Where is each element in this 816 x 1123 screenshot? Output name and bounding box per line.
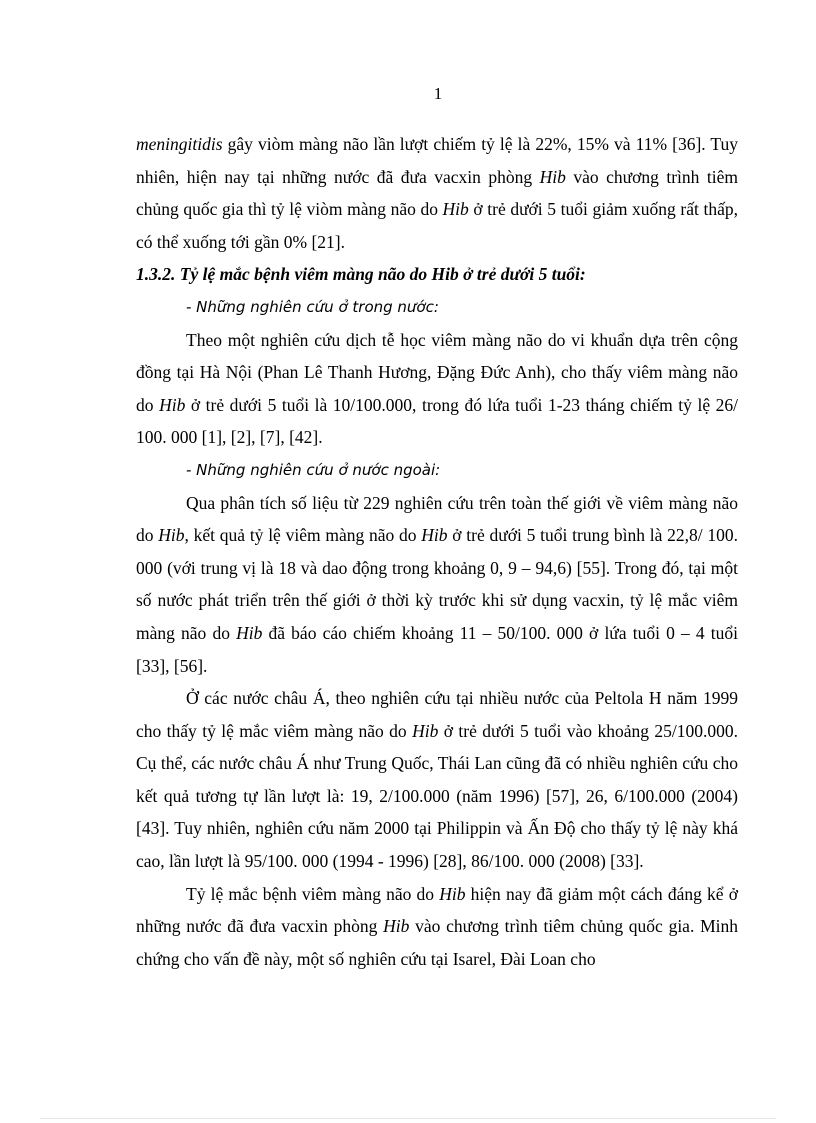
section-heading: 1.3.2. Tỷ lệ mắc bệnh viêm màng não do Hib ở trẻ dưới 5 tuổi: xyxy=(136,264,586,285)
italic-term: Hib xyxy=(439,883,466,904)
paragraph-global xyxy=(136,487,738,683)
text-run: Theo một nghiên cứu dịch tễ học viêm màng não do vi khuẩn dựa trên cộng đồng tại Hà Nội (Phan Lê Thanh Hương, Đặng Đức Anh), cho thấy viêm màng não do xyxy=(136,329,738,415)
italic-term: Hib xyxy=(539,166,566,187)
text-run: ở trẻ dưới 5 tuổi vào khoảng 25/100.000. Cụ thể, các nước châu Á như Trung Quốc, Thái Lan cũng đã có nhiều nghiên cứu cho kết quả tương tự lần lượt là: 19, 2/100.000 (năm 1996) [57], 26, 6/100.000 (2004) [43]. Tuy nhiên, nghiên cứu năm 2000 tại Philippin và Ấn Độ cho thấy tỷ lệ này khá cao, lần lượt là 95/100. 000 (1994 - 1996) [28], 86/100. 000 (2008) [33]. xyxy=(136,720,738,872)
text-run: đã báo cáo chiếm khoảng 11 – 50/100. 000 ở lứa tuổi 0 – 4 tuổi [33], [56]. xyxy=(136,622,739,676)
paragraph-domestic xyxy=(136,324,738,454)
text-run: Tỷ lệ mắc bệnh viêm màng não do xyxy=(186,883,440,904)
italic-term: Hib xyxy=(236,622,263,643)
text-run: hiện nay đã giảm một cách đáng kể ở những nước đã đưa vacxin phòng xyxy=(136,883,738,937)
paragraph-asia xyxy=(136,682,738,878)
text-run: ở trẻ dưới 5 tuổi giảm xuống rất thấp, có thể xuống tới gần 0% [21]. xyxy=(136,199,738,252)
text-run: Ở các nước châu Á, theo nghiên cứu tại nhiều nước của Peltola H năm 1999 cho thấy tỷ lệ mắc viêm màng não do xyxy=(136,688,738,741)
italic-term: Hib xyxy=(158,525,185,546)
page-number: 1 xyxy=(433,84,443,103)
text-run: vào chương trình tiêm chủng quốc gia thì tỷ lệ viòm màng não do xyxy=(136,166,738,220)
subheading-domestic: - Những nghiên cứu ở trong nước: xyxy=(186,297,439,316)
text-run: ở trẻ dưới 5 tuổi trung bình là 22,8/ 100. 000 (với trung vị là 18 và dao động trong khoảng 0, 9 – 94,6) [55]. Trong đó, tại một số nước phát triển trên thế giới ở thời kỳ trước khi sử dụng vacxin, tỷ lệ mắc viêm màng não do xyxy=(136,525,738,643)
paragraph-decline xyxy=(136,878,738,976)
document-body xyxy=(136,128,738,975)
text-run: Qua phân tích số liệu từ 229 nghiên cứu trên toàn thế giới về viêm màng não do xyxy=(136,492,738,546)
italic-term: Hib xyxy=(421,525,448,546)
paragraph-intro xyxy=(136,128,738,258)
italic-term: Hib xyxy=(442,199,469,220)
italic-term: Hib xyxy=(159,394,186,415)
text-run: ở trẻ dưới 5 tuổi là 10/100.000, trong đó lứa tuổi 1-23 tháng chiếm tỷ lệ 26/ 100. 000 [1], [2], [7], [42]. xyxy=(136,394,738,448)
page-bottom-divider xyxy=(40,1118,776,1119)
italic-term: Hib xyxy=(412,720,439,741)
text-run: vào chương trình tiêm chủng quốc gia. Minh chứng cho vấn đề này, một số nghiên cứu tại Isarel, Đài Loan cho xyxy=(136,916,738,969)
italic-term: meningitidis xyxy=(136,134,223,154)
text-run: , kết quả tỷ lệ viêm màng não do xyxy=(184,525,422,546)
italic-term: Hib xyxy=(383,916,410,937)
text-run: gây viòm màng não lần lượt chiếm tỷ lệ là 22%, 15% và 11% [36]. Tuy nhiên, hiện nay tại những nước đã đưa vacxin phòng xyxy=(136,134,738,187)
subheading-foreign: - Những nghiên cứu ở nước ngoài: xyxy=(186,460,441,479)
